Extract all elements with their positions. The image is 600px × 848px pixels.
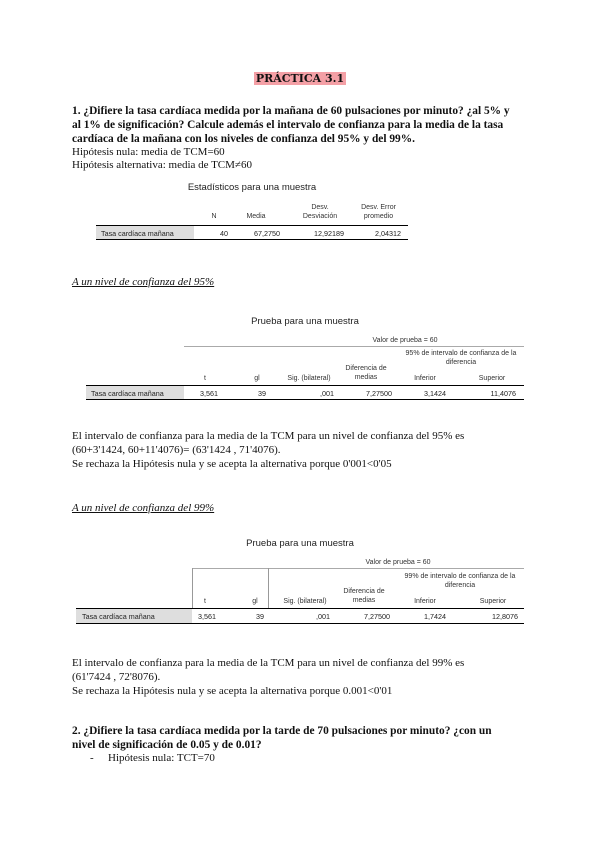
ci-header: 99% de intervalo de confianza de la diferencia <box>404 573 516 589</box>
header-sig: Sig. (bilateral) <box>283 598 327 605</box>
section-heading-95: A un nivel de confianza del 95% <box>72 276 215 288</box>
cell-sig: ,001 <box>316 612 330 621</box>
cell-inferior: 1,7424 <box>424 612 446 621</box>
one-sample-test-table-99 <box>76 538 524 621</box>
ci-text-95-line-3: Se rechaza la Hipótesis nula y se acepta la alternativa porque 0'001<0'05 <box>72 458 392 470</box>
question-1-line-2: al 1% de significación? Calcule además el intervalo de confianza para la media de la tasa <box>72 119 504 131</box>
row-label: Tasa cardíaca mañana <box>82 612 155 621</box>
cell-superior: 12,8076 <box>492 612 518 621</box>
alternative-hypothesis: Hipótesis alternativa: media de TCM≠60 <box>72 159 252 171</box>
test-value: Valor de prueba = 60 <box>365 559 431 566</box>
cell-gl: 39 <box>258 389 266 398</box>
ci-text-99-line-1: El intervalo de confianza para la media de la TCM para un nivel de confianza del 99% es <box>72 657 465 669</box>
header-superior: Superior <box>478 375 506 382</box>
test-value: Valor de prueba = 60 <box>372 337 438 344</box>
descriptive-stats-table <box>96 182 408 238</box>
header-sig: Sig. (bilateral) <box>287 375 331 382</box>
table-caption: Prueba para una muestra <box>251 316 359 327</box>
cell-media: 67,2750 <box>254 229 280 238</box>
header-gl: gl <box>252 598 258 605</box>
ci-text-99-line-3: Se rechaza la Hipótesis nula y se acepta la alternativa porque 0.001<0'01 <box>72 685 393 697</box>
header-diferencia: Diferencia de medias <box>345 365 387 381</box>
question-2-line-1: 2. ¿Difiere la tasa cardíaca medida por la tarde de 70 pulsaciones por minuto? ¿con un <box>72 725 492 737</box>
header-error: Desv. Error promedio <box>361 204 396 220</box>
header-gl: gl <box>254 375 260 382</box>
cell-n: 40 <box>220 229 228 238</box>
section-heading-99: A un nivel de confianza del 99% <box>72 502 215 514</box>
q2-null-hypothesis: Hipótesis nula: TCT=70 <box>108 752 215 764</box>
cell-desviacion: 12,92189 <box>314 229 344 238</box>
null-hypothesis: Hipótesis nula: media de TCM=60 <box>72 146 225 158</box>
header-superior: Superior <box>479 598 507 605</box>
header-media: Media <box>246 213 266 220</box>
header-inferior: Inferior <box>414 598 436 605</box>
cell-diferencia: 7,27500 <box>364 612 390 621</box>
cell-t: 3,561 <box>198 612 216 621</box>
header-inferior: Inferior <box>414 375 436 382</box>
row-label: Tasa cardíaca mañana <box>101 229 174 238</box>
one-sample-test-table-95 <box>86 316 524 398</box>
row-label: Tasa cardíaca mañana <box>91 389 164 398</box>
header-t: t <box>204 375 206 382</box>
question-2-line-2: nivel de significación de 0.05 y de 0.01? <box>72 739 262 751</box>
table-caption: Estadísticos para una muestra <box>187 182 317 193</box>
header-diferencia: Diferencia de medias <box>343 588 385 604</box>
question-1-line-1: 1. ¿Difiere la tasa cardíaca medida por la mañana de 60 pulsaciones por minuto? ¿al 5% y <box>72 105 510 117</box>
cell-sig: ,001 <box>320 389 334 398</box>
ci-text-99-line-2: (61'7424 , 72'8076). <box>72 671 161 683</box>
bullet-dash: - <box>90 752 94 764</box>
question-1-line-3: cardíaca de la mañana con los niveles de confianza del 95% y del 99%. <box>72 133 415 145</box>
cell-gl: 39 <box>256 612 264 621</box>
cell-superior: 11,4076 <box>490 389 516 398</box>
cell-t: 3,561 <box>200 389 218 398</box>
ci-header: 95% de intervalo de confianza de la diferencia <box>405 350 517 366</box>
page-title: PRÁCTICA 3.1 <box>255 72 345 85</box>
cell-inferior: 3,1424 <box>424 389 446 398</box>
cell-diferencia: 7,27500 <box>366 389 392 398</box>
ci-text-95-line-1: El intervalo de confianza para la media de la TCM para un nivel de confianza del 95% es <box>72 430 465 442</box>
header-t: t <box>204 598 206 605</box>
ci-text-95-line-2: (60+3'1424, 60+11'4076)= (63'1424 , 71'4076). <box>72 444 281 456</box>
header-desviacion: Desv. Desviación <box>302 204 338 220</box>
header-n: N <box>211 213 217 220</box>
table-caption: Prueba para una muestra <box>246 538 354 549</box>
cell-error: 2,04312 <box>375 229 401 238</box>
